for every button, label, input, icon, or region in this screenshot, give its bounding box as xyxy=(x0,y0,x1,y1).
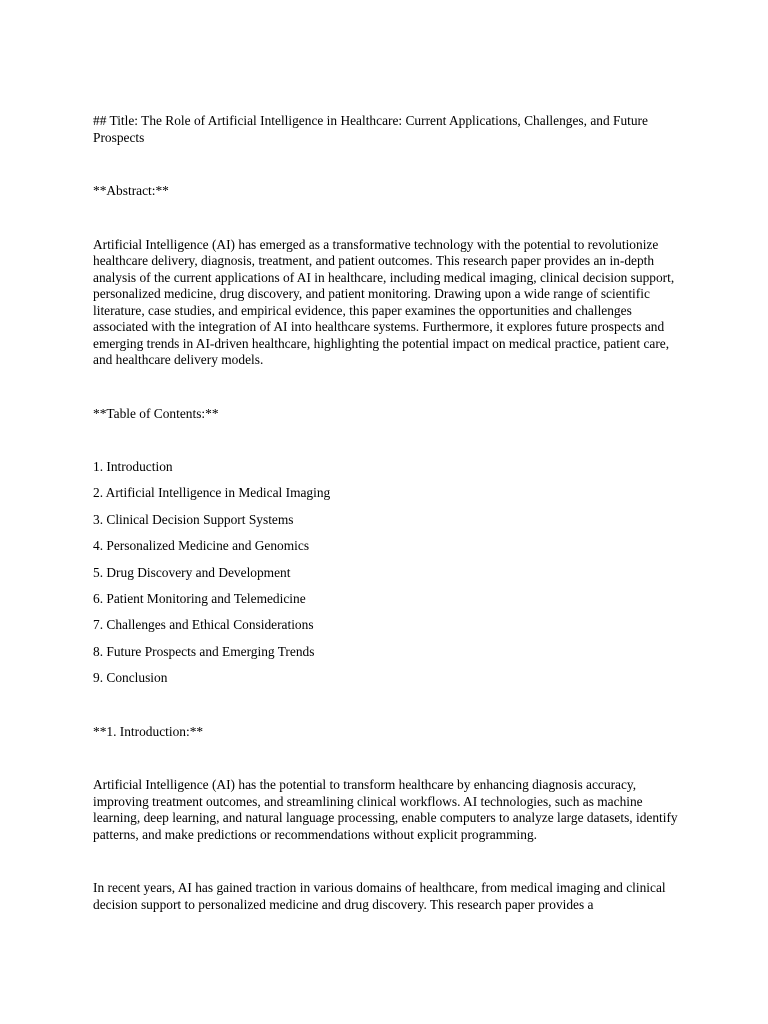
toc-item: 7. Challenges and Ethical Considerations xyxy=(93,617,314,633)
toc-item: 6. Patient Monitoring and Telemedicine xyxy=(93,590,306,606)
document-title: ## Title: The Role of Artificial Intelligence in Healthcare: Current Applications, Challenges, and Future Prospects xyxy=(93,113,648,145)
toc-item: 8. Future Prospects and Emerging Trends xyxy=(93,643,315,659)
table-of-contents-heading: **Table of Contents:** xyxy=(93,405,219,421)
toc-item: 1. Introduction xyxy=(93,459,173,474)
toc-item: 3. Clinical Decision Support Systems xyxy=(93,511,294,527)
introduction-heading: **1. Introduction:** xyxy=(93,723,204,739)
table-of-contents-list xyxy=(93,459,678,687)
toc-item: 5. Drug Discovery and Development xyxy=(93,564,291,580)
introduction-paragraph: Artificial Intelligence (AI) has the potential to transform healthcare by enhancing diagnosis accuracy, improving treatment outcomes, and streamlining clinical workflows. AI technologies, such as machine learning, deep learning, and natural language processing, enable computers to analyze large datasets, identify patterns, and make predictions or recommendations without explicit programming. xyxy=(93,777,678,842)
document-body xyxy=(93,113,678,913)
toc-item: 9. Conclusion xyxy=(93,670,168,686)
introduction-paragraph: In recent years, AI has gained traction in various domains of healthcare, from medical imaging and clinical decision support to personalized medicine and drug discovery. This research paper provides a xyxy=(93,880,666,912)
abstract-paragraph: Artificial Intelligence (AI) has emerged as a transformative technology with the potential to revolutionize healthcare delivery, diagnosis, treatment, and patient outcomes. This research paper provides an in-depth analysis of the current applications of AI in healthcare, including medical imaging, clinical decision support, personalized medicine, drug discovery, and patient monitoring. Drawing upon a wide range of scientific literature, case studies, and empirical evidence, this paper examines the opportunities and challenges associated with the integration of AI into healthcare systems. Furthermore, it explores future prospects and emerging trends in AI-driven healthcare, highlighting the potential impact on medical practice, patient care, and healthcare delivery models. xyxy=(93,236,675,367)
toc-item: 2. Artificial Intelligence in Medical Imaging xyxy=(93,485,331,501)
abstract-heading: **Abstract:** xyxy=(93,183,169,198)
toc-item: 4. Personalized Medicine and Genomics xyxy=(93,538,310,554)
